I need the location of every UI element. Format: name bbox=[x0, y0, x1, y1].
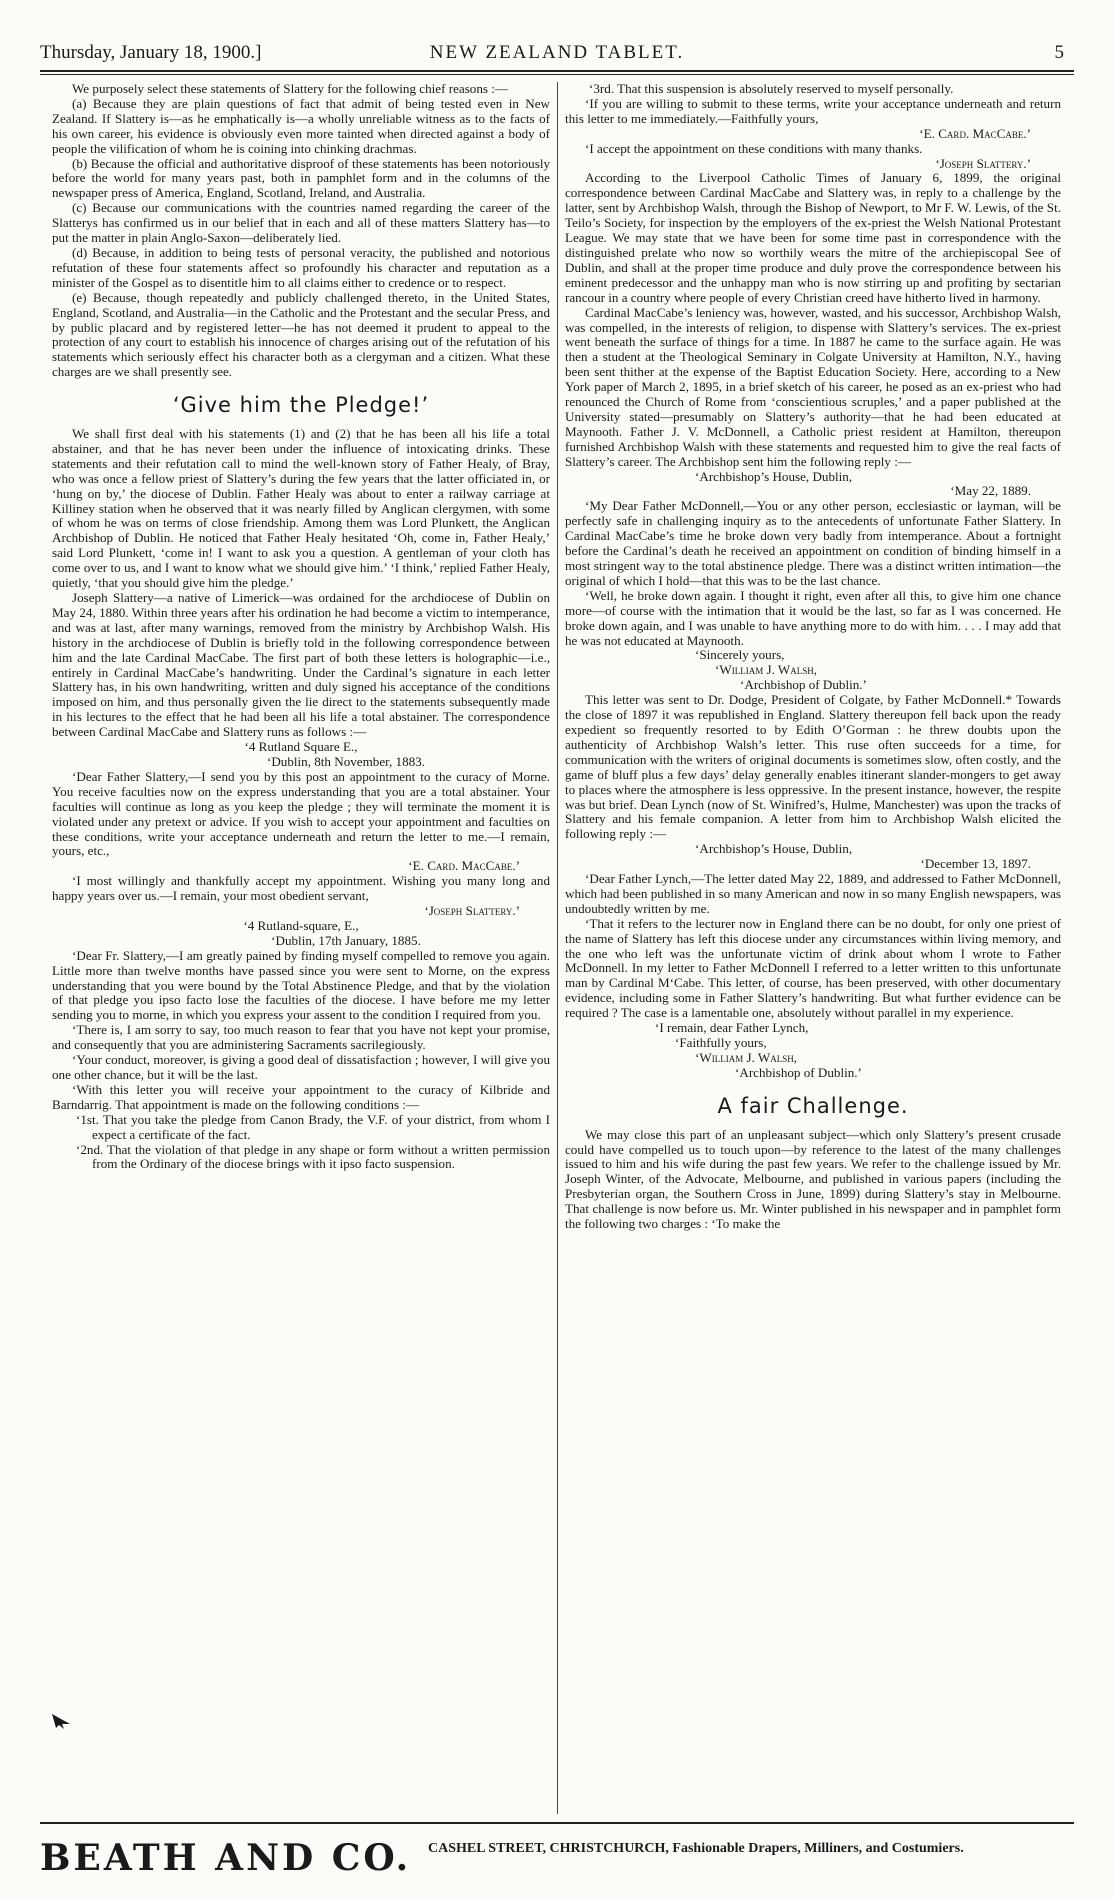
letter-date: ‘December 13, 1897. bbox=[920, 856, 1031, 872]
letter-signature: ‘E. Card. MacCabe.’ bbox=[919, 125, 1031, 141]
letter-paragraph: ‘Dear Father Lynch,—The letter dated May 22, 1889, and addressed to Father McDonnell, which had been published in so many American and now in so many English newspapers, was undoubtedly written by me. bbox=[565, 871, 1061, 916]
paragraph: We purposely select these statements of Slattery for the following chief reasons :— bbox=[72, 82, 509, 96]
letter-signature: ‘E. Card. MacCabe.’ bbox=[408, 858, 520, 874]
letter-signature: ‘William J. Walsh, bbox=[715, 662, 818, 678]
letter-address: ‘4 Rutland Square E., bbox=[244, 739, 358, 755]
letter-signature: ‘Joseph Slattery.’ bbox=[935, 155, 1031, 171]
paragraph: We shall first deal with his statements (1) and (2) that he has been all his life a total abstainer, and that he has never been under the influence of intoxicating drinks. These statements and their refutation call to mind the well-known story of Father Healy, of Bray, who was once a fellow priest of Slattery’s during the few years that the latter officiated in, or ‘hung on by,’ the diocese of Dublin. Father Healy was about to enter a railway carriage at Killiney station when he observed that it was nearly filled by Anglican clergymen, with some of whom he was on terms of close friendship. Among them was Lord Plunkett, the Anglican Archbishop of Dublin. He noticed that Father Healy hesitated ‘Oh, come in, Father Healy,’ said Lord Plunkett, ‘come in! I want to ask you a question. A gentleman of your cloth has come over to us, and I want to know what we should give him.’ ‘I think,’ replied Father Healy, quietly, ‘that you should give him the pledge.’ bbox=[52, 426, 550, 591]
letter-paragraph: ‘Your conduct, moreover, is giving a good deal of dissatisfaction ; however, I will give you one other chance, but it will be the last. bbox=[52, 1052, 550, 1082]
section-heading: A fair Challenge. bbox=[717, 1093, 909, 1118]
section-heading: ‘Give him the Pledge!’ bbox=[172, 393, 430, 418]
letter-address: ‘Archbishop’s House, Dublin, bbox=[695, 468, 853, 484]
letter-paragraph: ‘My Dear Father McDonnell,—You or any other person, ecclesiastic or layman, will be perfectly safe in challenging inquiry as to the antecedents of unfortunate Father Slattery. In Cardinal MacCabe’s time he broke down very badly from intemperance. About a fortnight before the Cardinal’s death he received an appointment on condition of binding himself in a most stringent way to the total abstinence pledge. There was a distinct written intimation—the original of which I hold—that this was to be the last chance. bbox=[565, 498, 1061, 588]
letter-paragraph: ‘There is, I am sorry to say, too much reason to fear that you have not kept your promise, and consequently that you are administering Sacraments sacrilegiously. bbox=[52, 1022, 550, 1053]
paragraph: (d) Because, in addition to being tests of personal veracity, the published and notorious refutation of these four statements affect so profoundly his character and reputation as a minister of the Gospel as to disentitle him to all claims either to credence or to respect. bbox=[52, 244, 550, 290]
page-number: 5 bbox=[1054, 42, 1064, 63]
letter-closing: ‘Faithfully yours, bbox=[675, 1035, 767, 1050]
letter-paragraph: ‘I most willingly and thankfully accept my appointment. Wishing you many long and happy years over us.—I remain, your most obedient servant, bbox=[52, 873, 550, 904]
letter-closing: ‘I remain, dear Father Lynch, bbox=[655, 1020, 809, 1036]
letter-paragraph: ‘I accept the appointment on these conditions with many thanks. bbox=[585, 140, 923, 156]
letter-paragraph: ‘With this letter you will receive your appointment to the curacy of Kilbride and Barndarrig. That appointment is made on the following conditions :— bbox=[52, 1081, 550, 1112]
paragraph: According to the Liverpool Catholic Times of January 6, 1899, the original correspondence between Cardinal MacCabe and Slattery was, in reply to a challenge by the latter, sent by Archbishop Walsh, through the Bishop of Newport, to Mr F. W. Lewis, of the St. Teilo’s Society, for inspection by the employers of the ex-priest the Welsh National Protestant League. We may state that we have been for some time past in correspondence with the distinguished prelate who now so worthily wears the mitre of the archiepiscopal See of Dublin, and shall at the proper time produce and duly prove the correspondence between his eminent predecessor and the unhappy man who is now stirring up and profiting by sectarian rancour in a country where people of every Christian creed have hitherto lived in harmony. bbox=[565, 170, 1061, 305]
condition-item: ‘3rd. That this suspension is absolutely reserved to myself personally. bbox=[589, 82, 954, 96]
letter-date: ‘Dublin, 17th January, 1885. bbox=[271, 932, 421, 948]
letter-paragraph: ‘That it refers to the lecturer now in England there can be no doubt, for only one priest of the name of Slattery has left this diocese under any circumstances within living memory, and the one who left was the unfortunate victim of drink about whom I wrote to Father McDonnell. In my letter to Father McDonnell I referred to a letter written to this unfortunate man by Cardinal M‘Cabe. This letter, of course, has been preserved, with other documentary evidence, including some in Father Slattery’s handwriting. But what further evidence can be required ? The case is a lamentable one, absolutely without parallel in my experience. bbox=[565, 915, 1061, 1021]
paragraph: (a) Because they are plain questions of fact that admit of being tested even in New Zealand. If Slattery is—as he emphatically is—a wholly unreliable witness as to the facts of his own career, his evidence is obviously even more tainted when directed against a body of people the vilification of whom he is coining into chinking drachmas. bbox=[52, 95, 550, 156]
paragraph: (b) Because the official and authoritative disproof of these statements has been notoriously before the world for many years past, both in pamphlet form and in the columns of the newspaper press of America, England, Scotland, Ireland, and Australia. bbox=[52, 155, 550, 201]
paragraph: (c) Because our communications with the countries named regarding the career of the Slatterys has confirmed us in our belief that in each and all of these matters Slattery has—to put the matter in plain Anglo-Saxon—deliberately lied. bbox=[52, 200, 550, 246]
paragraph: This letter was sent to Dr. Dodge, President of Colgate, by Father McDonnell.* Towards the close of 1897 it was republished in England. Slattery thereupon fell back upon the ready expedient so frequently resorted to by Edith O’Gorman : he threw doubts upon the authenticity of Archbishop Walsh’s letter. This ruse often succeeds for a time, for communication with the writers of original documents is sometimes slow, often costly, and the game of bluff plus a few days’ delay generally enables itinerant slander-mongers to get away to places where the atmosphere is less oppressive. In the present instance, however, the respite was but brief. Dean Lynch (now of St. Winifred’s, Hulme, Manchester) was upon the tracks of Slattery and his female companion. A letter from him to Archbishop Walsh elicited the following reply :— bbox=[565, 692, 1061, 842]
letter-signature-title: ‘Archbishop of Dublin.’ bbox=[740, 677, 867, 693]
letter-closing: ‘Sincerely yours, bbox=[695, 647, 785, 663]
condition-item: ‘1st. That you take the pledge from Canon Brady, the V.F. of your district, from whom I expect a certificate of the fact. bbox=[76, 1111, 550, 1142]
letter-date: ‘May 22, 1889. bbox=[950, 483, 1031, 499]
paragraph: We may close this part of an unpleasant subject—which only Slattery’s present crusade could have compelled us to touch upon—by reference to the latest of the many challenges issued to him and his wife during the past few years. We refer to the challenge issued by Mr. Joseph Winter, of the Advocate, Melbourne, and published in various papers (including the Presbyterian organ, the Southern Cross in June, 1899) during Slattery’s stay in Melbourne. That challenge is now before us. Mr. Winter published in his newspaper and in pamphlet form the following two charges : ‘To make the bbox=[565, 1126, 1061, 1232]
newspaper-title: NEW ZEALAND TABLET. bbox=[429, 42, 685, 63]
letter-paragraph: ‘If you are willing to submit to these terms, write your acceptance underneath and return this letter to me immediately.—Faithfully yours, bbox=[565, 95, 1061, 126]
right-column bbox=[565, 82, 1061, 1814]
paragraph: Joseph Slattery—a native of Limerick—was ordained for the archdiocese of Dublin on May 24, 1880. Within three years after his ordination he had become a victim to intemperance, and was at last, after many warnings, removed from the ministry by Archbishop Walsh. His history in the archdiocese of Dublin is briefly told in the following correspondence between him and the late Cardinal MacCabe. The first part of both these letters is holographic—i.e., entirely in Cardinal MacCabe’s handwriting. Under the Cardinal’s signature in each letter Slattery has, in his own handwriting, written and duly signed his acceptance of the conditions imposed on him, and thus personally given the lie direct to the statements subsequently made in his lectures to the effect that he had been all his life a total abstainer. The correspondence between Cardinal MacCabe and Slattery runs as follows :— bbox=[52, 590, 550, 740]
letter-signature-title: ‘Archbishop of Dublin.’ bbox=[735, 1064, 862, 1080]
footer-rule bbox=[40, 1822, 1074, 1824]
letter-paragraph: ‘Dear Fr. Slattery,—I am greatly pained by finding myself compelled to remove you again. Little more than twelve months have passed since you were sent to Morne, on the express understanding that you were bound by the Total Abstinence Pledge, and that by the violation of that pledge you ipso facto lose the faculties of the diocese. I have before me my letter sending you to morne, in which you express your assent to the condition I required from you. bbox=[52, 947, 550, 1023]
letter-date: ‘Dublin, 8th November, 1883. bbox=[266, 753, 426, 769]
letter-paragraph: ‘Well, he broke down again. I thought it right, even after all this, to give him one chance more—of course with the intimation that it would be the last, so far as I was concerned. He broke down again, and I was unable to have anything more to do with him. . . . I may add that he was not educated at Maynooth. bbox=[565, 587, 1061, 648]
left-column bbox=[52, 82, 550, 1814]
advertisement-banner bbox=[40, 1836, 1074, 1886]
letter-address: ‘Archbishop’s House, Dublin, bbox=[695, 841, 853, 857]
condition-item: ‘2nd. That the violation of that pledge in any shape or form without a written permission from the Ordinary of the diocese brings with it ipso facto suspension. bbox=[76, 1141, 550, 1172]
letter-paragraph: ‘Dear Father Slattery,—I send you by this post an appointment to the curacy of Morne. You receive faculties now on the express understanding that you are a total abstainer. Your faculties will continue as long as you keep the pledge ; they will terminate the moment it is violated under any pretext or advice. If you wish to accept your appointment and faculties on these conditions, write your acceptance underneath and return the letter to me.—I remain, yours, etc., bbox=[52, 768, 550, 859]
header-rule bbox=[40, 70, 1074, 72]
letter-signature: ‘Joseph Slattery.’ bbox=[424, 903, 520, 919]
masthead bbox=[40, 40, 1074, 70]
letter-signature: ‘William J. Walsh, bbox=[695, 1049, 798, 1065]
pointing-hand-icon bbox=[50, 1712, 72, 1730]
letter-address: ‘4 Rutland-square, E., bbox=[243, 917, 359, 933]
column-divider bbox=[557, 82, 558, 1814]
advertiser-details: CASHEL STREET, CHRISTCHURCH, Fashionable Drapers, Milliners, and Costumiers. bbox=[428, 1841, 964, 1856]
advertiser-name: BEATH AND CO. bbox=[40, 1837, 412, 1879]
issue-date: Thursday, January 18, 1900.] bbox=[40, 42, 262, 63]
paragraph: Cardinal MacCabe’s leniency was, however, wasted, and his successor, Archbishop Walsh, was compelled, in the interests of religion, to dispense with Slattery’s services. The ex-priest went beneath the surface of things for a time. In 1887 he came to the surface again. He was then a student at the Theological Seminary in Colgate University at Hamilton, N.Y., having been sent thither at the expense of the Baptist Education Society. Here, according to a New York paper of March 2, 1895, in a brief sketch of his career, he posed as an ex-priest who had renounced the Church of Rome from ‘conscientious scruples,’ and a paper published at the University stated—presumably on Slattery’s authority—that he had been educated at Maynooth. Father J. V. McDonnell, a Catholic priest resident at Hamilton, thereupon furnished Archbishop Walsh with these statements and requested him to give the real facts of Slattery’s career. The Archbishop sent him the following reply :— bbox=[565, 304, 1061, 469]
header-rule-thin bbox=[40, 74, 1074, 75]
paragraph: (e) Because, though repeatedly and publicly challenged thereto, in the United States, England, Scotland, and Australia—in the Catholic and the Protestant and the secular Press, and by public placard and by registered letter—he has not deemed it prudent to appeal to the protection of any court to establish his innocence of charges arising out of the refutation of his statements which seriously effect his character both as a clergyman and a citizen. What these charges are we shall presently see. bbox=[52, 289, 550, 380]
